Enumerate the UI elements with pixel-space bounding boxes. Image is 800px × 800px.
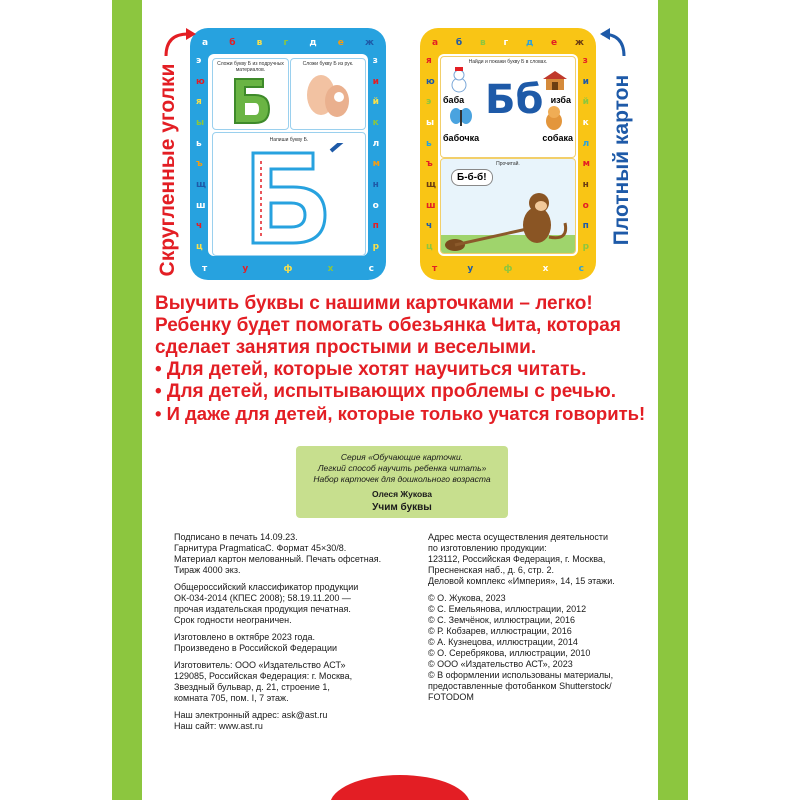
alphabet-letter: с [368,264,374,274]
alphabet-letter: ч [426,221,433,232]
alphabet-letter: р [372,241,380,252]
hut-icon [541,69,569,91]
curved-arrow-icon [598,26,638,58]
alphabet-row-bottom [432,264,584,274]
alphabet-letter: ш [196,200,206,211]
alphabet-letter: ъ [196,159,203,170]
imprint-line: © Р. Кобзарев, иллюстрации, 2016 [428,626,572,636]
alphabet-letter: э [426,97,432,108]
word-sobaka: собака [542,133,573,143]
series-info-box [296,446,508,518]
alphabet-letter: ж [365,38,374,48]
task-text: Прочитай. [496,161,520,167]
imprint-line: Наш сайт: www.ast.ru [174,721,263,731]
alphabet-letter: о [372,200,379,211]
imprint-line: Пресненская наб., д. 6, стр. 2. [428,565,554,575]
imprint-left [174,532,381,732]
alphabet-column-left [426,56,436,252]
alphabet-letter: б [455,38,463,48]
imprint-line: прочая издательская продукция печатная. [174,604,351,614]
imprint-line: Произведено в Российской Федерации [174,643,338,653]
imprint-line: Изготовлено в октябре 2023 года. [174,632,315,642]
card-face [208,54,368,256]
word-izba: изба [550,95,571,105]
imprint-line: предоставленные фотобанком Shutterstock/ [428,681,612,691]
promo-line: Выучить буквы с нашими карточками – легко! [155,293,593,314]
alphabet-letter: ы [196,117,205,128]
task-cell-hands [290,58,366,130]
alphabet-letter: и [372,76,379,87]
imprint-right [428,532,615,703]
alphabet-letter: щ [196,179,206,190]
imprint-line: © С. Емельянова, иллюстрации, 2012 [428,604,587,614]
task-cell-write [212,132,366,256]
dog-icon [543,105,565,131]
alphabet-letter: б [229,38,236,48]
promo-text [155,293,660,425]
alphabet-row-top [432,38,584,48]
find-letter-cell [440,56,576,158]
rounded-corners-label: Скругленные уголки [156,63,179,277]
imprint-line: комната 705, пом. I, 7 этаж. [174,693,289,703]
alphabet-letter: р [582,241,590,252]
task-cell-materials [212,58,289,130]
alphabet-letter: г [283,38,289,48]
series-line: Легкий способ научить ребенка читать» [317,463,487,473]
imprint-line: © В оформлении использованы материалы, [428,670,614,680]
alphabet-letter: щ [426,179,436,190]
imprint-line: Материал картон мелованный. Печать офсетная. [174,554,382,564]
alphabet-letter: к [582,117,589,128]
imprint-line: © ООО «Издательство АСТ», 2023 [428,659,573,669]
promo-line: Ребенку будет помогать обезьянка Чита, которая [155,315,621,336]
imprint-line: Деловой комплекс «Империя», 14, 15 этажи. [428,576,615,586]
speech-bubble: Б-б-б! [451,169,493,186]
alphabet-column-right [583,56,590,252]
imprint-line: Подписано в печать 14.09.23. [174,532,298,542]
hands-illustration [291,67,365,122]
author-name: Олеся Жукова [371,489,433,499]
alphabet-letter: с [578,264,584,274]
alphabet-letter: а [432,38,439,48]
promo-bullet: • Для детей, испытывающих проблемы с речью. [155,381,617,402]
alphabet-letter: ь [426,138,432,149]
alphabet-letter: л [372,138,380,149]
imprint-line: © О. Серебрякова, иллюстрации, 2010 [428,648,591,658]
alphabet-letter: ц [196,241,203,252]
alphabet-letter: у [242,264,249,274]
alphabet-letter: к [372,117,379,128]
alphabet-letter: х [327,264,334,274]
snowman-icon [447,67,471,93]
imprint-line: 129085, Российская Федерация: г. Москва, [174,671,353,681]
alphabet-letter: ч [196,221,203,232]
task-text: Сложи букву Б из рук. [302,61,354,67]
alphabet-letter: п [372,221,379,232]
imprint-line: © А. Кузнецова, иллюстрации, 2014 [428,637,578,647]
sample-card-left [190,28,386,280]
imprint-line: Гарнитура PragmaticaC. Формат 45×30/8. [174,543,347,553]
imprint-line: 123112, Российская Федерация, г. Москва, [428,554,606,564]
alphabet-letter: я [426,56,432,66]
alphabet-letter: ц [426,241,433,252]
alphabet-column-left [196,56,206,252]
alphabet-column-right [373,56,380,252]
monkey-illustration [441,189,576,254]
read-cell [440,158,576,254]
word-baba: баба [443,95,465,105]
alphabet-letter: в [256,38,263,48]
imprint-line: Изготовитель: ООО «Издательство АСТ» [174,660,346,670]
alphabet-letter: ы [426,117,435,128]
imprint-line: Срок годности неограничен. [174,615,292,625]
series-line: Серия «Обучающие карточки. [340,452,464,462]
alphabet-letter: з [582,56,588,66]
alphabet-letter: ф [503,264,513,274]
alphabet-letter: т [432,264,438,274]
alphabet-letter: г [503,38,509,48]
imprint-line: по изготовлению продукции: [428,543,547,553]
thick-cardboard-label: Плотный картон [610,74,633,246]
alphabet-letter: э [196,56,202,66]
alphabet-letter: х [542,264,549,274]
alphabet-letter: н [372,179,379,190]
alphabet-letter: ш [426,200,436,211]
alphabet-letter: я [196,97,202,108]
imprint-line: FOTODOM [428,692,474,702]
imprint-line: Тираж 4000 экз. [174,565,241,575]
alphabet-letter: д [525,38,534,48]
alphabet-letter: е [551,38,558,48]
alphabet-letter: н [582,179,589,190]
alphabet-letter: д [309,38,317,48]
imprint-line: © С. Земчёнок, иллюстрации, 2016 [428,615,576,625]
alphabet-letter: ж [574,38,584,48]
series-line: Набор карточек для дошкольного возраста [313,474,491,484]
word-babochka: бабочка [443,133,480,143]
sample-card-right [420,28,596,280]
letter-tracing [213,143,363,253]
imprint-line: Адрес места осуществления деятельности [428,532,609,542]
alphabet-letter: й [372,97,379,108]
promo-bullet: • И даже для детей, которые только учатся говорить! [155,403,646,424]
alphabet-letter: о [582,200,589,211]
imprint-line: Наш электронный адрес: ask@ast.ru [174,710,328,720]
alphabet-letter: е [337,38,344,48]
alphabet-row-bottom [202,264,374,274]
butterfly-icon [449,107,473,129]
alphabet-letter: т [202,264,208,274]
alphabet-letter: а [202,38,209,48]
alphabet-letter: ъ [426,159,433,170]
alphabet-letter: ю [196,76,205,87]
letter-pair: Бб [485,77,544,123]
task-text: Напиши букву Б. [269,137,309,143]
alphabet-letter: м [582,159,590,170]
promo-line: сделает занятия простыми и веселыми. [155,337,537,358]
imprint-line: ОК-034-2014 (КПЕС 2008); 58.19.11.200 — [174,593,351,603]
curved-arrow-icon [162,26,202,58]
task-text: Сложи букву Б из подручных материалов. [217,61,284,73]
task-text: Найди и покажи букву Б в словах. [468,59,548,65]
alphabet-letter: з [372,56,378,66]
alphabet-letter: п [582,221,589,232]
book-title: Учим буквы [372,502,432,513]
imprint-line: © О. Жукова, 2023 [428,593,506,603]
alphabet-letter: у [467,264,474,274]
alphabet-letter: и [582,76,589,87]
leaf-letter-illustration [213,73,288,128]
card-face [438,54,578,256]
alphabet-row-top [202,38,374,48]
alphabet-letter: в [479,38,486,48]
alphabet-letter: й [582,97,589,108]
promo-bullet: • Для детей, которые хотят научиться читать. [155,359,587,380]
imprint-line: Звездный бульвар, д. 21, строение 1, [174,682,330,692]
alphabet-letter: ф [283,264,293,274]
alphabet-letter: ь [196,138,202,149]
imprint-line: Общероссийский классификатор продукции [174,582,359,592]
alphabet-letter: м [372,159,380,170]
alphabet-letter: ю [426,76,435,87]
alphabet-letter: л [582,138,590,149]
